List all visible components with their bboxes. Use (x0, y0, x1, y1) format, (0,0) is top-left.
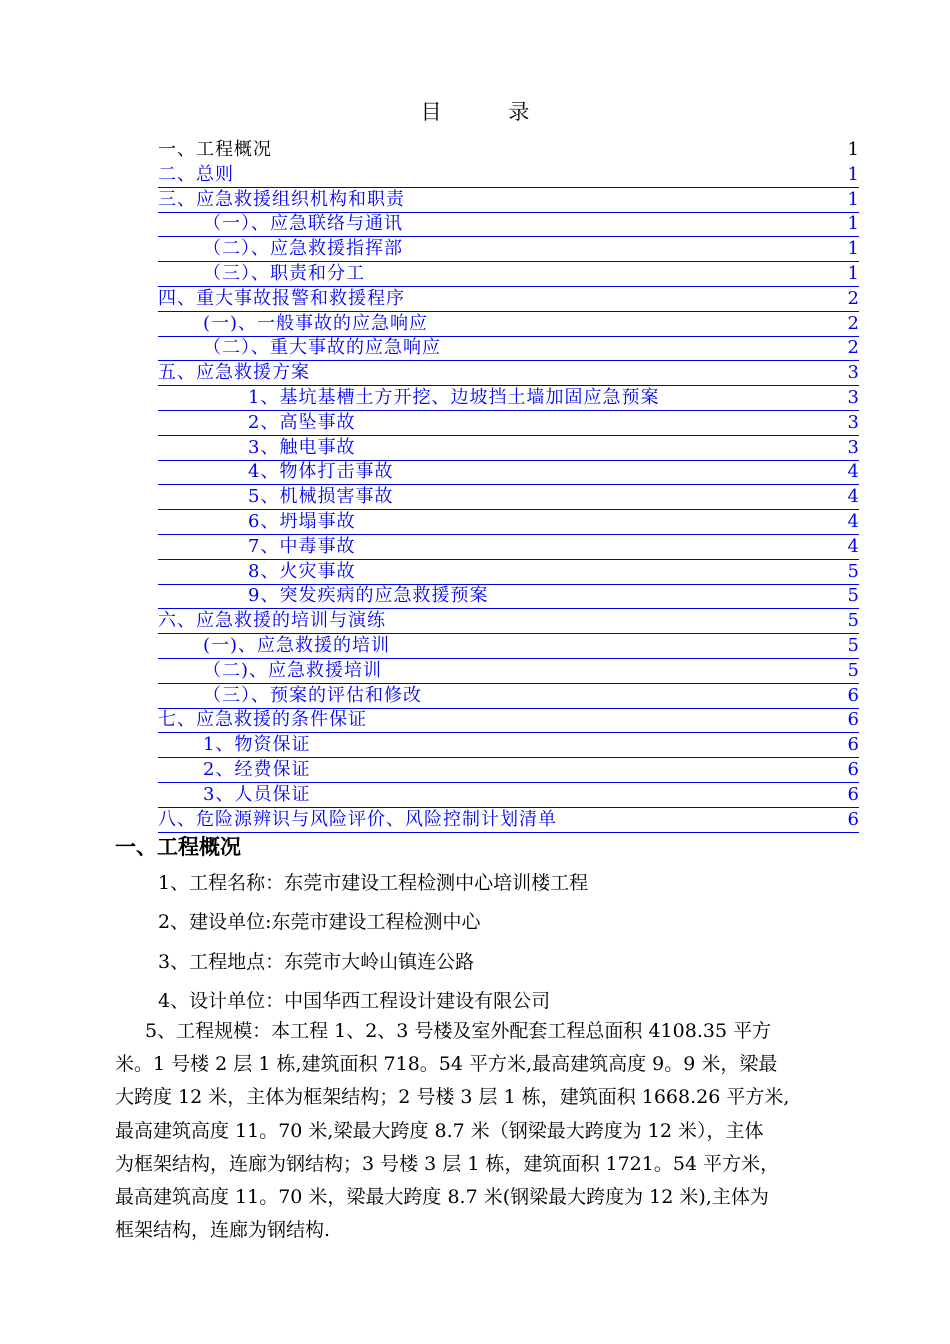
location-line: 3、工程地点：东莞市大岭山镇连公路 (158, 951, 475, 973)
toc-entry-label: 一、工程概况 (158, 139, 272, 160)
toc-entry-page: 1 (847, 238, 859, 260)
toc-entry[interactable] (158, 484, 859, 510)
toc-entry[interactable] (158, 757, 859, 783)
toc-entry-page: 3 (847, 411, 859, 433)
toc-entry[interactable] (158, 211, 859, 237)
scale-line: 米。1 号楼 2 层 1 栋,建筑面积 718。54 平方米,最高建筑高度 9。9 米，梁最 (115, 1053, 778, 1075)
toc-entry (158, 137, 859, 162)
toc-entry[interactable] (158, 583, 859, 609)
section-heading: 一、工程概况 (115, 835, 241, 859)
toc-entry[interactable] (158, 335, 859, 361)
scale-line: 框架结构，连廊为钢结构. (115, 1219, 331, 1241)
toc-entry-page: 6 (847, 783, 859, 805)
toc-entry[interactable] (158, 385, 859, 411)
toc-entry-page: 1 (847, 139, 859, 160)
toc-entry-label: (一)、一般事故的应急响应 (203, 312, 429, 334)
toc-entry-page: 6 (847, 808, 859, 830)
toc-entry[interactable] (158, 534, 859, 560)
project-name-line: 1、工程名称：东莞市建设工程检测中心培训楼工程 (158, 872, 589, 894)
toc-entry-page: 4 (847, 535, 859, 557)
toc-entry-label: 七、应急救援的条件保证 (158, 709, 367, 731)
toc-entry-label: （三）、职责和分工 (203, 263, 365, 284)
toc-entry-label: 二、总则 (158, 163, 234, 185)
toc-entry-label: 6、坍塌事故 (248, 511, 356, 532)
toc-entry-page: 5 (847, 635, 859, 656)
toc-entry-label: (一)、应急救援的培训 (203, 635, 391, 656)
toc-entry[interactable] (158, 782, 859, 808)
toc-entry-label: 八、危险源辨识与风险评价、风险控制计划清单 (158, 808, 557, 830)
scale-line: 为框架结构，连廊为钢结构；3 号楼 3 层 1 栋，建筑面积 1721。54 平方米， (115, 1153, 780, 1175)
toc-entry[interactable] (158, 410, 859, 436)
toc-entry-label: 四、重大事故报警和救援程序 (158, 287, 405, 309)
toc-entry-page: 5 (847, 610, 859, 632)
toc-entry[interactable] (158, 807, 859, 833)
toc-entry-label: 2、经费保证 (203, 759, 311, 780)
scale-line: 最高建筑高度 11。70 米，梁最大跨度 8.7 米(钢梁最大跨度为 12 米),主体为 (115, 1186, 769, 1208)
toc-entry-label: 1、物资保证 (203, 734, 311, 756)
toc-entry-page: 4 (847, 511, 859, 532)
toc-entry[interactable] (158, 509, 859, 535)
scale-line: 5、工程规模：本工程 1、2、3 号楼及室外配套工程总面积 4108.35 平方 (145, 1020, 772, 1042)
toc-entry-page: 1 (847, 213, 859, 235)
toc-entry-page: 6 (847, 684, 859, 706)
toc-entry[interactable] (158, 459, 859, 485)
toc-entry-label: 8、火灾事故 (248, 560, 356, 582)
toc-entry[interactable] (158, 732, 859, 758)
toc-entry-page: 6 (847, 709, 859, 731)
toc-entry-label: 六、应急救援的培训与演练 (158, 610, 386, 632)
toc-entry[interactable] (158, 311, 859, 337)
toc-entry[interactable] (158, 633, 859, 659)
toc-entry-label: 3、触电事故 (248, 436, 356, 458)
toc-entry-page: 3 (847, 362, 859, 384)
toc-entry[interactable] (158, 286, 859, 312)
toc-entry-page: 1 (847, 188, 859, 210)
toc-title: 目 录 (420, 100, 560, 124)
toc-entry-label: 4、物体打击事故 (248, 461, 394, 483)
toc-entry-page: 4 (847, 486, 859, 508)
toc-entry-page: 6 (847, 734, 859, 756)
toc-entry-page: 5 (847, 659, 859, 681)
toc-entry-page: 3 (847, 387, 859, 408)
toc-entry-page: 1 (847, 163, 859, 185)
toc-entry-label: （二)、应急救援培训 (203, 659, 383, 681)
toc-entry-label: 9、突发疾病的应急救援预案 (248, 585, 489, 607)
toc-entry-page: 5 (847, 585, 859, 607)
toc-entry[interactable] (158, 261, 859, 287)
toc-entry[interactable] (158, 162, 859, 188)
toc-entry-label: （二）、重大事故的应急响应 (203, 337, 441, 359)
scale-line: 最高建筑高度 11。70 米,梁最大跨度 8.7 米（钢梁最大跨度为 12 米），主体 (115, 1120, 764, 1142)
toc-entry-label: 2、高坠事故 (248, 411, 356, 433)
toc-entry-label: 1、基坑基槽土方开挖、边坡挡土墙加固应急预案 (248, 387, 660, 408)
toc-entry-label: 5、机械损害事故 (248, 486, 394, 508)
toc-entry-label: （一）、应急联络与通讯 (203, 213, 403, 235)
toc-entry-page: 6 (847, 759, 859, 780)
toc-entry[interactable] (158, 187, 859, 213)
toc-entry[interactable] (158, 360, 859, 386)
toc-entry[interactable] (158, 236, 859, 262)
toc-entry-page: 2 (847, 337, 859, 359)
toc-entry[interactable] (158, 658, 859, 684)
toc-entry-page: 2 (847, 287, 859, 309)
toc-entry[interactable] (158, 707, 859, 733)
toc-entry[interactable] (158, 559, 859, 585)
toc-entry-page: 5 (847, 560, 859, 582)
toc-entry-label: 7、中毒事故 (248, 535, 356, 557)
toc-entry-page: 1 (847, 263, 859, 284)
toc-entry[interactable] (158, 608, 859, 634)
toc-entry-label: （二）、应急救援指挥部 (203, 238, 403, 260)
toc-entry[interactable] (158, 435, 859, 461)
toc-entry-label: 3、人员保证 (203, 783, 311, 805)
toc-entry-page: 4 (847, 461, 859, 483)
builder-line: 2、建设单位:东莞市建设工程检测中心 (158, 911, 481, 933)
scale-line: 大跨度 12 米，主体为框架结构；2 号楼 3 层 1 栋，建筑面积 1668.26 平方米, (115, 1086, 790, 1108)
designer-line: 4、设计单位：中国华西工程设计建设有限公司 (158, 990, 551, 1012)
toc-entry-label: 五、应急救援方案 (158, 362, 310, 384)
toc-entry-page: 2 (847, 312, 859, 334)
toc-entry-label: 三、应急救援组织机构和职责 (158, 188, 405, 210)
toc-entry[interactable] (158, 683, 859, 709)
toc-entry-label: （三）、预案的评估和修改 (203, 684, 422, 706)
toc-entry-page: 3 (847, 436, 859, 458)
